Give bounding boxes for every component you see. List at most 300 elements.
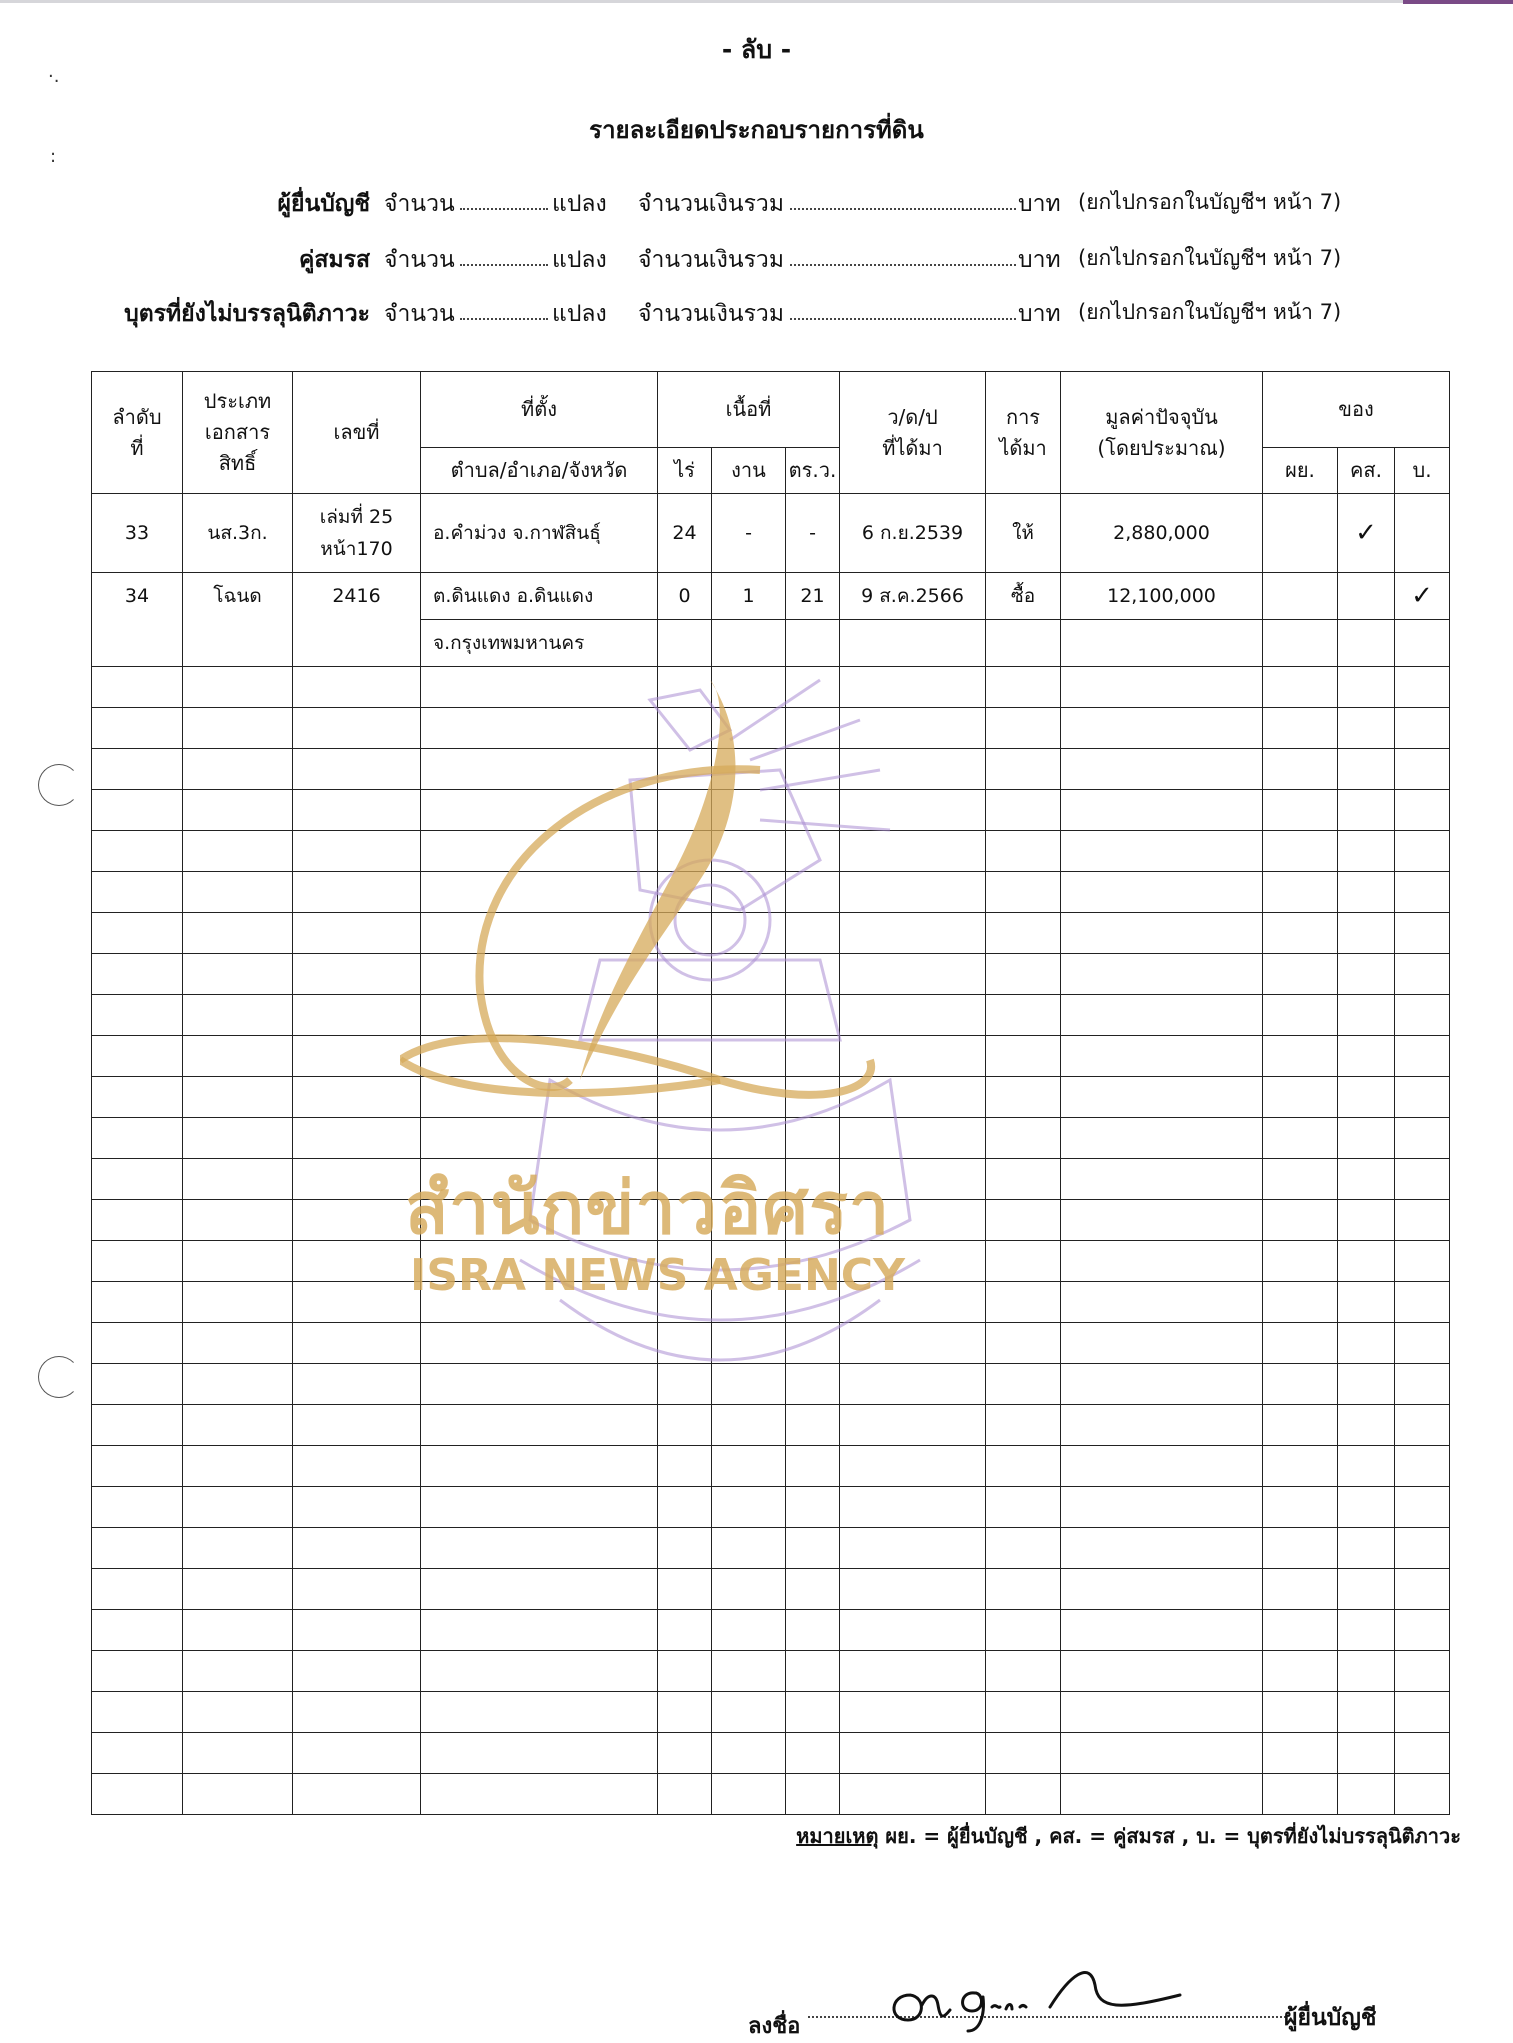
empty-cell — [786, 1036, 840, 1077]
empty-cell — [986, 1323, 1061, 1364]
empty-table-row — [92, 1036, 1450, 1077]
empty-cell — [1061, 995, 1263, 1036]
empty-cell — [92, 1405, 183, 1446]
summary-line-child — [0, 296, 1513, 330]
empty-cell — [658, 1405, 712, 1446]
empty-cell — [786, 1692, 840, 1733]
empty-cell — [421, 831, 658, 872]
cell-number: 2416 — [293, 573, 421, 620]
scan-top-edge — [0, 0, 1513, 3]
header-number: เลขที่ — [293, 372, 421, 494]
empty-cell — [92, 1569, 183, 1610]
empty-cell — [712, 872, 786, 913]
empty-cell — [1263, 1692, 1338, 1733]
empty-cell — [840, 1528, 986, 1569]
empty-table-row — [92, 913, 1450, 954]
empty-cell — [840, 913, 986, 954]
summary-line-spouse — [0, 242, 1513, 276]
empty-cell — [1263, 1282, 1338, 1323]
empty-cell — [986, 749, 1061, 790]
empty-cell — [712, 1733, 786, 1774]
summary-count-field — [460, 244, 548, 266]
empty-cell — [1061, 1118, 1263, 1159]
empty-cell — [92, 749, 183, 790]
empty-cell — [183, 1405, 293, 1446]
empty-cell — [1061, 1733, 1263, 1774]
empty-cell — [421, 1364, 658, 1405]
empty-table-row — [92, 1733, 1450, 1774]
empty-cell — [421, 749, 658, 790]
empty-cell — [1338, 790, 1395, 831]
empty-cell — [658, 1569, 712, 1610]
cell-wa: - — [786, 494, 840, 573]
empty-cell — [986, 1036, 1061, 1077]
cell-date: 6 ก.ย.2539 — [840, 494, 986, 573]
empty-cell — [92, 1610, 183, 1651]
empty-cell — [183, 1446, 293, 1487]
empty-cell — [840, 1487, 986, 1528]
empty-table-row — [92, 995, 1450, 1036]
empty-cell — [986, 1364, 1061, 1405]
empty-cell — [293, 1036, 421, 1077]
empty-cell — [1338, 1200, 1395, 1241]
empty-cell — [712, 749, 786, 790]
empty-table-row — [92, 1487, 1450, 1528]
summary-note: (ยกไปกรอกในบัญชีฯ หน้า 7) — [1078, 246, 1342, 270]
empty-cell — [786, 708, 840, 749]
empty-cell — [293, 1118, 421, 1159]
header-seq: ลำดับ ที่ — [92, 372, 183, 494]
empty-cell — [183, 954, 293, 995]
empty-cell — [1338, 1118, 1395, 1159]
empty-cell — [986, 1651, 1061, 1692]
empty-table-row — [92, 954, 1450, 995]
empty-cell — [986, 1487, 1061, 1528]
empty-cell — [840, 872, 986, 913]
empty-cell — [1395, 1118, 1450, 1159]
empty-cell — [1061, 667, 1263, 708]
empty-cell — [786, 1364, 840, 1405]
cell-doc-type: โฉนด — [183, 573, 293, 620]
empty-cell — [840, 1651, 986, 1692]
empty-cell — [1263, 1036, 1338, 1077]
empty-cell — [840, 1077, 986, 1118]
empty-cell — [92, 954, 183, 995]
summary-amount-field — [790, 244, 1016, 266]
empty-cell — [658, 995, 712, 1036]
empty-cell — [786, 1323, 840, 1364]
empty-cell — [1395, 708, 1450, 749]
empty-cell — [1061, 1159, 1263, 1200]
empty-cell — [1395, 1733, 1450, 1774]
empty-cell — [840, 954, 986, 995]
empty-cell — [712, 995, 786, 1036]
empty-cell — [786, 1487, 840, 1528]
empty-table-row — [92, 1446, 1450, 1487]
cell-value: 12,100,000 — [1061, 573, 1263, 620]
empty-cell — [92, 1077, 183, 1118]
scan-edge-mark — [1403, 0, 1513, 4]
empty-cell — [840, 1733, 986, 1774]
empty-cell — [1338, 1241, 1395, 1282]
empty-cell — [840, 1323, 986, 1364]
header-owner-declarant: ผย. — [1263, 448, 1338, 494]
empty-cell — [786, 1610, 840, 1651]
empty-cell — [293, 1446, 421, 1487]
summary-total-word: จำนวนเงินรวม — [638, 247, 784, 273]
empty-cell — [1061, 831, 1263, 872]
empty-cell — [92, 790, 183, 831]
table-header-row — [92, 372, 1450, 448]
empty-cell — [786, 1528, 840, 1569]
empty-table-row — [92, 1364, 1450, 1405]
empty-cell — [92, 1446, 183, 1487]
cell-value: 2,880,000 — [1061, 494, 1263, 573]
empty-cell — [1061, 954, 1263, 995]
empty-cell — [183, 1651, 293, 1692]
empty-cell — [786, 1077, 840, 1118]
summary-unit: แปลง — [552, 191, 607, 217]
empty-cell — [293, 1241, 421, 1282]
empty-cell — [658, 1077, 712, 1118]
empty-cell — [658, 1487, 712, 1528]
summary-line-declarant — [0, 186, 1513, 220]
empty-cell — [1263, 1487, 1338, 1528]
empty-cell — [786, 954, 840, 995]
empty-cell — [1338, 831, 1395, 872]
empty-cell — [92, 1487, 183, 1528]
empty-cell — [1395, 1241, 1450, 1282]
empty-cell — [1338, 1323, 1395, 1364]
empty-cell — [1338, 1446, 1395, 1487]
empty-cell — [1263, 1733, 1338, 1774]
empty-cell — [421, 1528, 658, 1569]
empty-cell — [92, 708, 183, 749]
empty-cell — [986, 1528, 1061, 1569]
empty-cell — [92, 1323, 183, 1364]
watermark-english-text: ISRA NEWS AGENCY — [410, 1250, 905, 1301]
empty-cell — [986, 1200, 1061, 1241]
empty-cell — [183, 708, 293, 749]
empty-cell — [92, 1733, 183, 1774]
empty-table-row — [92, 790, 1450, 831]
empty-cell — [293, 1405, 421, 1446]
empty-cell — [712, 1036, 786, 1077]
empty-cell — [986, 1774, 1061, 1815]
sign-label: ลงชื่อ — [748, 2014, 801, 2039]
empty-cell — [786, 1569, 840, 1610]
empty-cell — [1395, 954, 1450, 995]
summary-currency: บาท — [1018, 301, 1061, 327]
empty-table-row — [92, 1692, 1450, 1733]
empty-cell — [986, 1692, 1061, 1733]
empty-cell — [712, 831, 786, 872]
empty-cell — [1263, 1569, 1338, 1610]
empty-cell — [421, 1610, 658, 1651]
empty-cell — [1395, 1036, 1450, 1077]
empty-cell — [183, 749, 293, 790]
empty-cell — [293, 708, 421, 749]
empty-cell — [986, 954, 1061, 995]
empty-cell — [986, 1077, 1061, 1118]
empty-cell — [1061, 1651, 1263, 1692]
empty-cell — [293, 1487, 421, 1528]
cell-rai: 0 — [658, 573, 712, 620]
header-area: เนื้อที่ — [658, 372, 840, 448]
empty-table-row — [92, 1405, 1450, 1446]
empty-cell — [986, 1405, 1061, 1446]
empty-cell — [293, 1323, 421, 1364]
empty-cell — [1061, 1610, 1263, 1651]
land-table — [91, 371, 1450, 1815]
empty-cell — [658, 954, 712, 995]
empty-cell — [183, 831, 293, 872]
empty-cell — [1395, 995, 1450, 1036]
empty-cell — [1263, 831, 1338, 872]
empty-cell — [1061, 913, 1263, 954]
empty-cell — [1338, 1569, 1395, 1610]
empty-cell — [1061, 1364, 1263, 1405]
cell-owner-spouse — [1338, 573, 1395, 620]
empty-cell — [658, 1651, 712, 1692]
summary-amount-field — [790, 298, 1016, 320]
header-area-rai: ไร่ — [658, 448, 712, 494]
empty-cell — [421, 1733, 658, 1774]
summary-label: ผู้ยื่นบัญชี — [277, 191, 370, 217]
cell-owner-declarant — [1263, 494, 1338, 573]
empty-cell — [1263, 1118, 1338, 1159]
empty-cell — [1061, 1282, 1263, 1323]
empty-cell — [1395, 1323, 1450, 1364]
empty-cell — [712, 1651, 786, 1692]
empty-cell — [986, 790, 1061, 831]
empty-cell — [293, 749, 421, 790]
empty-cell — [183, 1364, 293, 1405]
empty-cell — [293, 1528, 421, 1569]
empty-cell — [293, 954, 421, 995]
empty-cell — [1263, 1364, 1338, 1405]
empty-table-row — [92, 708, 1450, 749]
empty-cell — [840, 1692, 986, 1733]
empty-cell — [1061, 1241, 1263, 1282]
empty-cell — [1263, 872, 1338, 913]
empty-cell — [1061, 1528, 1263, 1569]
empty-cell — [1263, 1774, 1338, 1815]
empty-cell — [786, 913, 840, 954]
empty-table-row — [92, 749, 1450, 790]
empty-cell — [293, 995, 421, 1036]
empty-cell — [1338, 1077, 1395, 1118]
summary-count-word: จำนวน — [384, 191, 455, 217]
empty-cell — [421, 995, 658, 1036]
empty-table-row — [92, 1323, 1450, 1364]
table-row — [92, 573, 1450, 620]
empty-cell — [421, 1487, 658, 1528]
empty-cell — [712, 1364, 786, 1405]
empty-cell — [183, 1036, 293, 1077]
empty-cell — [986, 1569, 1061, 1610]
empty-cell — [840, 831, 986, 872]
footnote-text: ผย. = ผู้ยื่นบัญชี , คส. = คู่สมรส , บ. = บุตรที่ยังไม่บรรลุนิติภาวะ — [878, 1824, 1461, 1848]
empty-cell — [92, 913, 183, 954]
empty-cell — [293, 1651, 421, 1692]
empty-cell — [1061, 1692, 1263, 1733]
empty-cell — [183, 790, 293, 831]
empty-cell — [1338, 1774, 1395, 1815]
empty-cell — [986, 913, 1061, 954]
empty-cell — [183, 1774, 293, 1815]
empty-cell — [92, 1651, 183, 1692]
header-date: ว/ด/ป ที่ได้มา — [840, 372, 986, 494]
empty-cell — [1061, 1077, 1263, 1118]
empty-cell — [986, 995, 1061, 1036]
cell-doc-type: นส.3ก. — [183, 494, 293, 573]
empty-cell — [986, 1118, 1061, 1159]
empty-cell — [183, 1487, 293, 1528]
cell-seq: 33 — [92, 494, 183, 573]
empty-cell — [1263, 995, 1338, 1036]
empty-cell — [786, 667, 840, 708]
empty-cell — [421, 1446, 658, 1487]
empty-cell — [658, 790, 712, 831]
empty-cell — [712, 1487, 786, 1528]
summary-label: บุตรที่ยังไม่บรรลุนิติภาวะ — [124, 301, 370, 327]
empty-cell — [1263, 790, 1338, 831]
empty-cell — [1338, 1036, 1395, 1077]
empty-cell — [1263, 708, 1338, 749]
empty-cell — [840, 995, 986, 1036]
empty-cell — [183, 1118, 293, 1159]
footnote — [796, 1820, 1461, 1852]
empty-cell — [183, 1692, 293, 1733]
empty-cell — [293, 1692, 421, 1733]
empty-cell — [183, 1323, 293, 1364]
empty-cell — [1263, 749, 1338, 790]
empty-cell — [986, 1446, 1061, 1487]
empty-cell — [986, 1159, 1061, 1200]
empty-cell — [986, 872, 1061, 913]
empty-cell — [183, 995, 293, 1036]
cell-date: 9 ส.ค.2566 — [840, 573, 986, 620]
binder-hole — [38, 764, 80, 806]
summary-total-word: จำนวนเงินรวม — [638, 191, 784, 217]
empty-cell — [1338, 1651, 1395, 1692]
empty-cell — [1395, 1487, 1450, 1528]
empty-cell — [92, 1692, 183, 1733]
header-doc-type: ประเภท เอกสาร สิทธิ์ — [183, 372, 293, 494]
empty-cell — [421, 1323, 658, 1364]
cell-ngan: 1 — [712, 573, 786, 620]
summary-note: (ยกไปกรอกในบัญชีฯ หน้า 7) — [1078, 190, 1342, 214]
empty-cell — [1395, 790, 1450, 831]
cell-number: เล่มที่ 25 หน้า170 — [293, 494, 421, 573]
empty-cell — [712, 1528, 786, 1569]
empty-cell — [840, 749, 986, 790]
empty-cell — [658, 1036, 712, 1077]
empty-cell — [986, 1733, 1061, 1774]
cell-acquisition: ซื้อ — [986, 573, 1061, 620]
summary-count-field — [460, 298, 548, 320]
summary-count-word: จำนวน — [384, 247, 455, 273]
empty-cell — [712, 913, 786, 954]
empty-cell — [92, 831, 183, 872]
cell-owner-declarant — [1263, 573, 1338, 620]
cell-owner-spouse: ✓ — [1338, 494, 1395, 573]
empty-cell — [712, 1610, 786, 1651]
empty-cell — [986, 708, 1061, 749]
empty-cell — [293, 1282, 421, 1323]
empty-cell — [658, 1364, 712, 1405]
empty-cell — [712, 790, 786, 831]
empty-cell — [421, 913, 658, 954]
handwritten-signature — [880, 1965, 1240, 2035]
empty-cell — [712, 954, 786, 995]
empty-cell — [1061, 1200, 1263, 1241]
empty-cell — [183, 1569, 293, 1610]
empty-cell — [658, 872, 712, 913]
empty-cell — [1395, 667, 1450, 708]
header-location: ที่ตั้ง — [421, 372, 658, 448]
empty-cell — [658, 1733, 712, 1774]
empty-cell — [92, 995, 183, 1036]
empty-cell — [293, 1569, 421, 1610]
empty-cell — [183, 1077, 293, 1118]
empty-cell — [293, 831, 421, 872]
empty-cell — [840, 1036, 986, 1077]
empty-cell — [1395, 1528, 1450, 1569]
header-owner-child: บ. — [1395, 448, 1450, 494]
empty-cell — [92, 1200, 183, 1241]
empty-cell — [92, 1774, 183, 1815]
empty-cell — [712, 1405, 786, 1446]
empty-cell — [183, 1241, 293, 1282]
empty-cell — [293, 913, 421, 954]
empty-cell — [1338, 1364, 1395, 1405]
empty-cell — [421, 1077, 658, 1118]
summary-amount-field — [790, 188, 1016, 210]
cell-owner-child — [1395, 494, 1450, 573]
empty-cell — [1338, 1405, 1395, 1446]
empty-cell — [658, 913, 712, 954]
empty-cell — [1263, 1651, 1338, 1692]
binder-hole — [38, 1356, 80, 1398]
empty-cell — [1263, 1077, 1338, 1118]
empty-cell — [1338, 1528, 1395, 1569]
empty-cell — [1061, 1405, 1263, 1446]
empty-cell — [1338, 1610, 1395, 1651]
empty-table-row — [92, 667, 1450, 708]
empty-table-row — [92, 831, 1450, 872]
header-acquisition: การ ได้มา — [986, 372, 1061, 494]
empty-table-row — [92, 872, 1450, 913]
empty-cell — [840, 1610, 986, 1651]
empty-cell — [1395, 1610, 1450, 1651]
empty-cell — [1061, 1774, 1263, 1815]
empty-cell — [786, 1774, 840, 1815]
empty-cell — [293, 1159, 421, 1200]
empty-cell — [1263, 1405, 1338, 1446]
empty-cell — [1395, 1569, 1450, 1610]
empty-cell — [421, 1651, 658, 1692]
empty-cell — [92, 1159, 183, 1200]
empty-cell — [1263, 954, 1338, 995]
empty-cell — [183, 1610, 293, 1651]
empty-cell — [183, 1282, 293, 1323]
table-row — [92, 620, 1450, 667]
summary-total-word: จำนวนเงินรวม — [638, 301, 784, 327]
cell-location: อ.คำม่วง จ.กาฬสินธุ์ — [421, 494, 658, 573]
empty-cell — [786, 995, 840, 1036]
